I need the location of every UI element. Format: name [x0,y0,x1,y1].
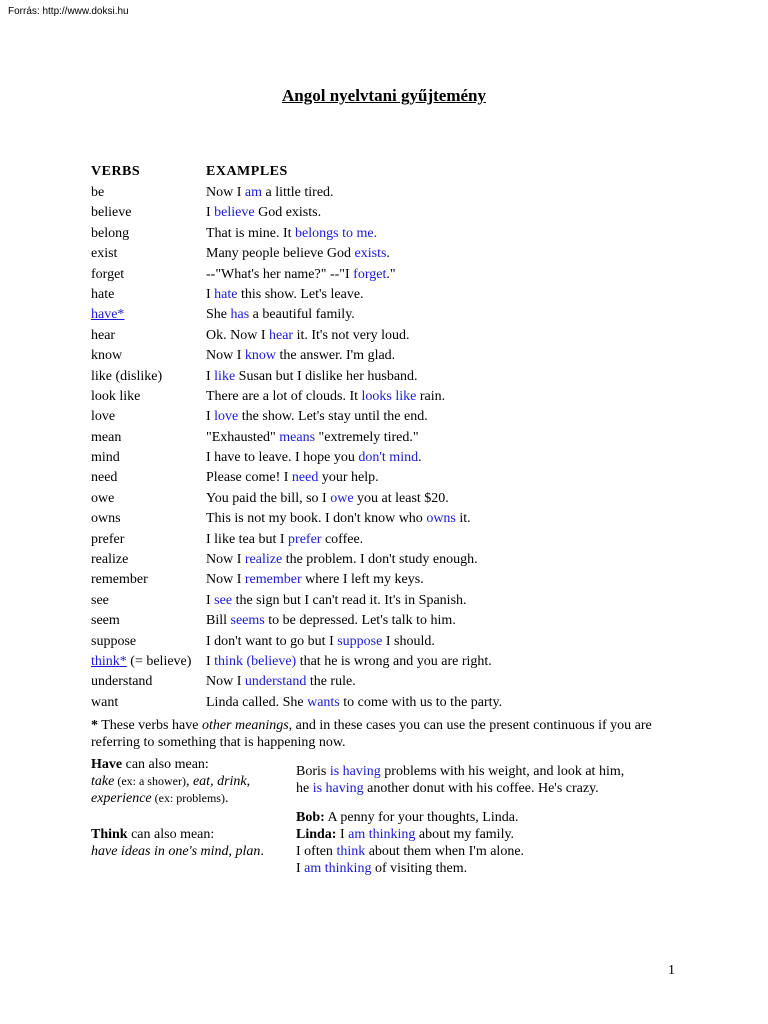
example-text: a little tired. [262,185,334,200]
footnote-star: * [91,718,98,733]
have-comma-1: , [185,774,193,789]
have-comma-2: , [246,774,251,789]
source-line: Forrás: http://www.doksi.hu [8,6,129,17]
bob-line: A penny for your thoughts, Linda. [324,810,519,825]
verb-cell [91,611,120,631]
table-row [91,550,711,570]
have-period: . [224,791,229,806]
boris-l2-verb: is having [312,781,364,796]
example-text: This is not my book. I don't know who [206,511,427,527]
verb-extra: (= believe) [126,653,192,669]
example-cell [206,693,502,713]
verb-cell [91,183,104,203]
have-word: Have [91,757,123,772]
table-row [91,305,711,325]
verb-text: mind [91,450,120,466]
table-row [91,489,711,509]
dialogue-l4-pre: I [296,861,305,876]
verb-cell [91,387,140,407]
example-text: I [206,205,215,221]
example-text: Now I [206,348,245,364]
example-text: I [206,286,215,302]
example-text: it. [455,511,471,527]
think-period: . [260,844,264,859]
example-text: Ok. Now I [206,327,269,343]
verb-cell [91,530,124,550]
example-text: Linda called. She [206,694,308,710]
verb-cell [91,693,118,713]
think-plan: plan [235,844,261,859]
verb-text: love [91,409,116,425]
example-verb: see [214,592,233,608]
table-row [91,468,711,488]
have-eat-drink: eat, drink [192,774,247,789]
table-row [91,509,711,529]
think-ideas: have ideas in one's mind [91,844,229,859]
verb-cell [91,468,117,488]
example-text: this show. Let's leave. [237,286,364,302]
boris-l2-pre: he [296,781,313,796]
example-verb: suppose [337,633,383,649]
example-text: Susan but I dislike her husband. [235,368,418,384]
table-row [91,203,711,223]
verb-text: prefer [91,531,125,547]
table-row [91,672,711,692]
verb-cell [91,265,124,285]
verb-cell [91,203,131,223]
table-row [91,530,711,550]
example-text: the sign but I can't read it. It's in Spanish. [232,592,467,608]
example-verb: belongs to me. [295,225,378,241]
example-cell [206,591,467,611]
example-verb: hear [269,327,294,343]
example-text: your help. [318,470,379,486]
example-text: I like tea but I [206,531,289,547]
footnote-text-2: , and in these cases you can use the present continuous if you are referring to something that is happening now. [91,718,652,750]
think-comma: , [228,844,236,859]
example-text: --"What's her name?" --"I [206,266,354,282]
verb-text: exist [91,246,118,262]
example-verb: don't mind [358,450,419,466]
example-text: where I left my keys. [301,572,424,588]
example-verb: believe [214,205,255,221]
page-title: Angol nyelvtani gyűjtemény [282,86,486,105]
speaker-bob: Bob: [296,810,325,825]
verb-text: remember [91,572,148,588]
verb-text: hear [91,327,116,343]
verb-cell [91,632,136,652]
footnote [91,717,681,751]
example-verb: owns [426,511,456,527]
verb-table [91,183,711,713]
verb-cell [91,326,115,346]
example-cell [206,285,364,305]
boris-l2-post: another donut with his coffee. He's crazy. [363,781,599,796]
example-cell [206,672,356,692]
example-text: that he is wrong and you are right. [296,653,492,669]
example-cell [206,203,321,223]
verb-text: belong [91,225,130,241]
table-row [91,244,711,264]
example-text: Now I [206,185,245,200]
example-verb: means [279,429,316,445]
dialogue-l3-post: about them when I'm alone. [365,844,525,859]
boris-l1-post: problems with his weight, and look at him, [380,764,625,779]
footnote-italic: other meanings [201,718,289,733]
example-verb: has [230,307,250,323]
verb-cell [91,550,128,570]
table-row [91,326,711,346]
example-cell [206,305,355,325]
dialogue-l4-verb: am thinking [304,861,372,876]
example-cell [206,530,363,550]
verb-cell [91,244,117,264]
example-cell [206,509,471,529]
verb-cell [91,346,122,366]
example-cell [206,224,377,244]
example-verb: realize [244,552,283,568]
example-cell [206,652,492,672]
speaker-linda: Linda: [296,827,337,842]
linda-pre: I [336,827,349,842]
verb-text: hate [91,286,115,302]
dialogue-example [296,809,524,877]
example-text: . [386,246,390,262]
example-verb: exists [354,246,387,262]
example-verb: need [291,470,319,486]
example-text: Please come! I [206,470,292,486]
think-meaning-block [91,826,264,860]
table-row [91,224,711,244]
table-row [91,265,711,285]
example-verb: hate [214,286,238,302]
example-cell [206,611,456,631]
example-text: ." [386,266,396,282]
example-cell [206,265,396,285]
example-cell [206,183,334,203]
example-text: She [206,307,231,323]
dialogue-l3-pre: I often [296,844,337,859]
example-verb: wants [307,694,340,710]
example-text: rain. [416,388,446,404]
examples-header: EXAMPLES [206,164,288,179]
example-text: I [206,592,215,608]
example-cell [206,489,449,509]
verb-text: forget [91,266,125,282]
example-cell [206,550,478,570]
verb-text: owe [91,490,115,506]
table-row [91,611,711,631]
table-row [91,285,711,305]
example-text: I [206,368,215,384]
example-verb: think (believe) [214,653,297,669]
verb-text: owns [91,511,121,527]
example-text: the rule. [306,674,356,690]
verb-cell [91,591,109,611]
footnote-text-1: These verbs have [98,718,202,733]
verb-text: know [91,348,123,364]
example-verb: prefer [288,531,322,547]
verb-text: need [91,470,118,486]
table-row [91,693,711,713]
example-verb: remember [244,572,302,588]
example-text: to come with us to the party. [339,694,503,710]
example-verb: forget [353,266,387,282]
example-text: I don't want to go but I [206,633,338,649]
verb-text: look like [91,388,141,404]
example-text: I have to leave. I hope you [206,450,359,466]
table-row [91,183,711,203]
verb-text: suppose [91,633,137,649]
example-text: God exists. [254,205,322,221]
table-row [91,387,711,407]
table-row [91,591,711,611]
example-verb: owe [330,490,354,506]
example-text: you at least $20. [353,490,449,506]
verb-cell [91,285,114,305]
example-text: You paid the bill, so I [206,490,331,506]
table-row [91,428,711,448]
verb-cell [91,367,162,387]
have-meaning-block [91,756,250,807]
example-text: "Exhausted" [206,429,280,445]
example-cell [206,346,395,366]
verb-text: understand [91,674,153,690]
verb-link[interactable]: have* [91,307,125,323]
linda-verb: am thinking [348,827,416,842]
example-cell [206,244,390,264]
example-verb: looks like [361,388,417,404]
table-row [91,448,711,468]
have-experience: experience [91,791,152,806]
example-cell [206,468,379,488]
table-row [91,407,711,427]
verb-cell [91,407,115,427]
verb-text: realize [91,552,129,568]
verb-link[interactable]: think* [91,653,127,669]
example-verb: know [244,348,277,364]
dialogue-l3-verb: think [336,844,366,859]
verb-text: seem [91,613,120,629]
think-word: Think [91,827,128,842]
have-rest: can also mean: [122,757,209,772]
example-text: "extremely tired." [315,429,419,445]
example-text: the show. Let's stay until the end. [238,409,428,425]
example-text: Many people believe God [206,246,355,262]
table-row [91,570,711,590]
example-verb: understand [244,674,307,690]
example-text: . [418,450,422,466]
example-cell [206,632,435,652]
verb-cell [91,224,129,244]
verb-cell [91,672,152,692]
example-verb: love [214,409,239,425]
boris-l1-pre: Boris [296,764,330,779]
verb-cell [91,652,191,672]
example-text: That is mine. It [206,225,296,241]
have-problems: (ex: problems) [151,791,225,805]
verb-cell [91,489,114,509]
example-cell [206,367,418,387]
example-verb: am [244,185,262,200]
table-row [91,632,711,652]
example-text: I [206,409,215,425]
have-take: take [91,774,115,789]
example-text: the problem. I don't study enough. [282,552,478,568]
example-text: I [206,653,215,669]
table-row [91,652,711,672]
example-cell [206,326,410,346]
example-text: Bill [206,613,231,629]
have-shower: (ex: a shower) [114,774,186,788]
verb-cell [91,448,120,468]
verb-text: believe [91,205,132,221]
example-text: Now I [206,552,245,568]
example-cell [206,570,424,590]
example-cell [206,448,422,468]
example-cell [206,387,445,407]
verb-cell [91,305,124,325]
verb-text: be [91,185,105,200]
example-text: Now I [206,572,245,588]
dialogue-l4-post: of visiting them. [371,861,468,876]
example-text: I should. [382,633,435,649]
example-text: it. It's not very loud. [293,327,410,343]
verb-text: like (dislike) [91,368,163,384]
example-cell [206,407,428,427]
example-text: the answer. I'm glad. [276,348,396,364]
verb-cell [91,428,121,448]
verb-cell [91,570,148,590]
example-verb: like [214,368,236,384]
example-verb: seems [230,613,265,629]
verb-cell [91,509,121,529]
example-text: a beautiful family. [249,307,355,323]
example-text: coffee. [321,531,364,547]
boris-example [296,763,624,797]
table-row [91,346,711,366]
boris-l1-verb: is having [329,764,381,779]
page-number: 1 [668,963,675,978]
example-text: Now I [206,674,245,690]
example-text: There are a lot of clouds. It [206,388,362,404]
verb-text: want [91,694,119,710]
example-text: to be depressed. Let's talk to him. [264,613,456,629]
linda-post: about my family. [415,827,515,842]
verb-text: mean [91,429,122,445]
table-row [91,367,711,387]
think-rest: can also mean: [127,827,215,842]
verb-text: see [91,592,109,608]
example-cell [206,428,419,448]
verbs-header: VERBS [91,164,141,179]
